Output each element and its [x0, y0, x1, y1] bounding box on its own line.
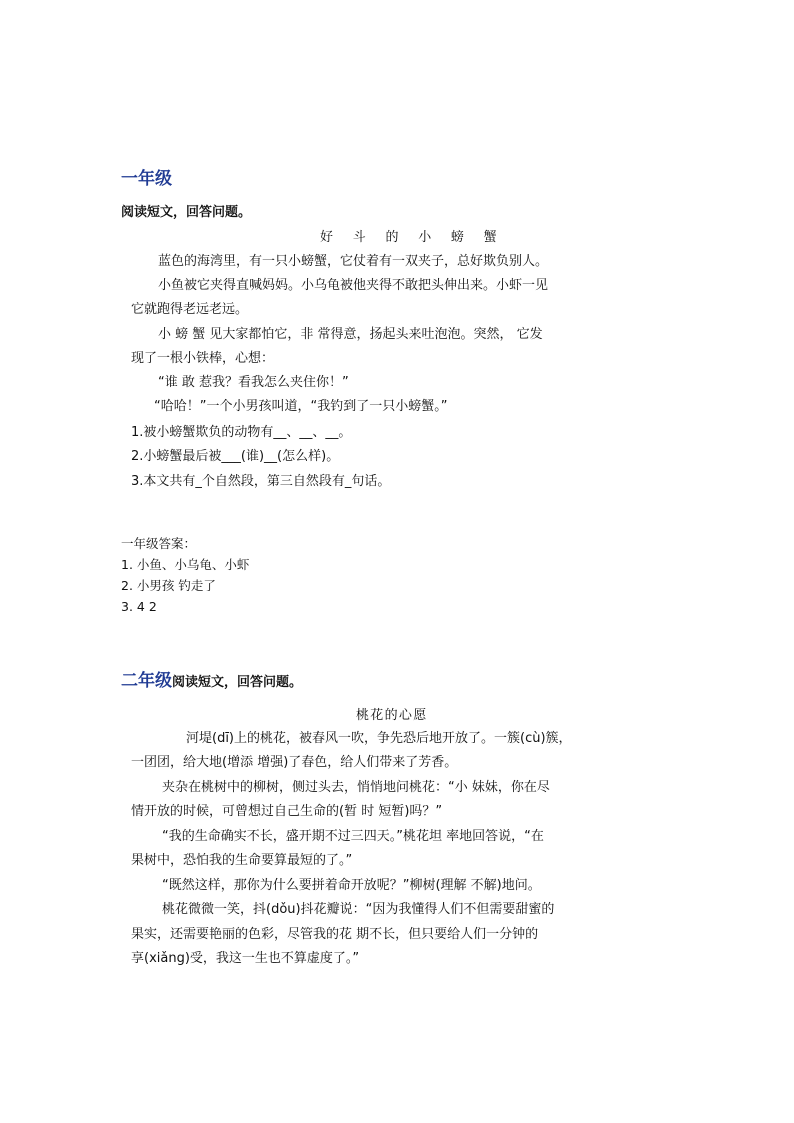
grade2-story-title: 桃花的心愿 [356, 708, 428, 723]
grade2-paragraph-line: 河堤(dī)上的桃花，被春风一吹，争先恐后地开放了。一簇(cù)簇， [186, 731, 572, 746]
grade1-answers-label: 一年级答案： [121, 536, 197, 551]
grade1-question: 1.被小螃蟹欺负的动物有__、__、__。 [131, 425, 352, 440]
grade1-paragraph-line: “哈哈！”一个小男孩叫道，“我钓到了一只小螃蟹。” [154, 399, 448, 414]
grade1-paragraph-line: 小 螃 蟹 见大家都怕它，非 常得意，扬起头来吐泡泡。突然， 它发 [158, 327, 543, 342]
grade1-answer: 2. 小男孩 钓走了 [121, 578, 216, 593]
grade2-paragraph-line: 情开放的时候，可曾想过自己生命的(暂 时 短暂)吗？” [131, 804, 443, 819]
grade2-instruction: 阅读短文，回答问题。 [172, 675, 303, 690]
grade2-paragraph-line: 享(xiǎng)受，我这一生也不算虚度了。” [131, 951, 360, 966]
grade2-heading-row [121, 670, 302, 692]
grade1-heading: 一年级 [121, 169, 172, 189]
grade1-paragraph-line: 它就跑得老远老远。 [131, 302, 249, 317]
grade2-paragraph-line: 一团团，给大地(增添 增强)了春色，给人们带来了芳香。 [131, 755, 458, 770]
grade2-paragraph-line: 桃花微微一笑，抖(dǒu)抖花瓣说：“因为我懂得人们不但需要甜蜜的 [162, 902, 555, 917]
grade1-instruction: 阅读短文，回答问题。 [121, 205, 252, 220]
grade2-heading: 二年级 [121, 671, 172, 691]
grade1-paragraph-line: “谁 敢 惹我？看我怎么夹住你！” [158, 375, 349, 390]
grade1-question: 2.小螃蟹最后被___(谁)__(怎么样)。 [131, 449, 340, 464]
grade2-paragraph-line: 果实，还需要艳丽的色彩，尽管我的花 期不长，但只要给人们一分钟的 [131, 927, 539, 942]
grade2-paragraph-line: 夹杂在桃树中的柳树，侧过头去，悄悄地问桃花：“小 妹妹，你在尽 [162, 780, 550, 795]
grade2-paragraph-line: “我的生命确实不长，盛开期不过三四天。”桃花坦 率地回答说，“在 [162, 829, 544, 844]
grade2-paragraph-line: 果树中，恐怕我的生命要算最短的了。” [131, 853, 353, 868]
grade1-answer: 1. 小鱼、小乌龟、小虾 [121, 557, 250, 572]
grade1-answer: 3. 4 2 [121, 599, 157, 614]
grade2-paragraph-line: “既然这样，那你为什么要拼着命开放呢？”柳树(理解 不解)地问。 [162, 878, 541, 893]
grade1-paragraph-line: 现了一根小铁棒，心想： [131, 351, 275, 366]
grade1-paragraph-line: 蓝色的海湾里，有一只小螃蟹，它仗着有一双夹子，总好欺负别人。 [158, 254, 549, 269]
grade1-story-title: 好 斗 的 小 螃 蟹 [320, 230, 505, 245]
grade1-question: 3.本文共有_个自然段，第三自然段有_句话。 [131, 474, 391, 489]
grade1-paragraph-line: 小鱼被它夹得直喊妈妈。小乌龟被他夹得不敢把头伸出来。小虾一见 [158, 278, 549, 293]
